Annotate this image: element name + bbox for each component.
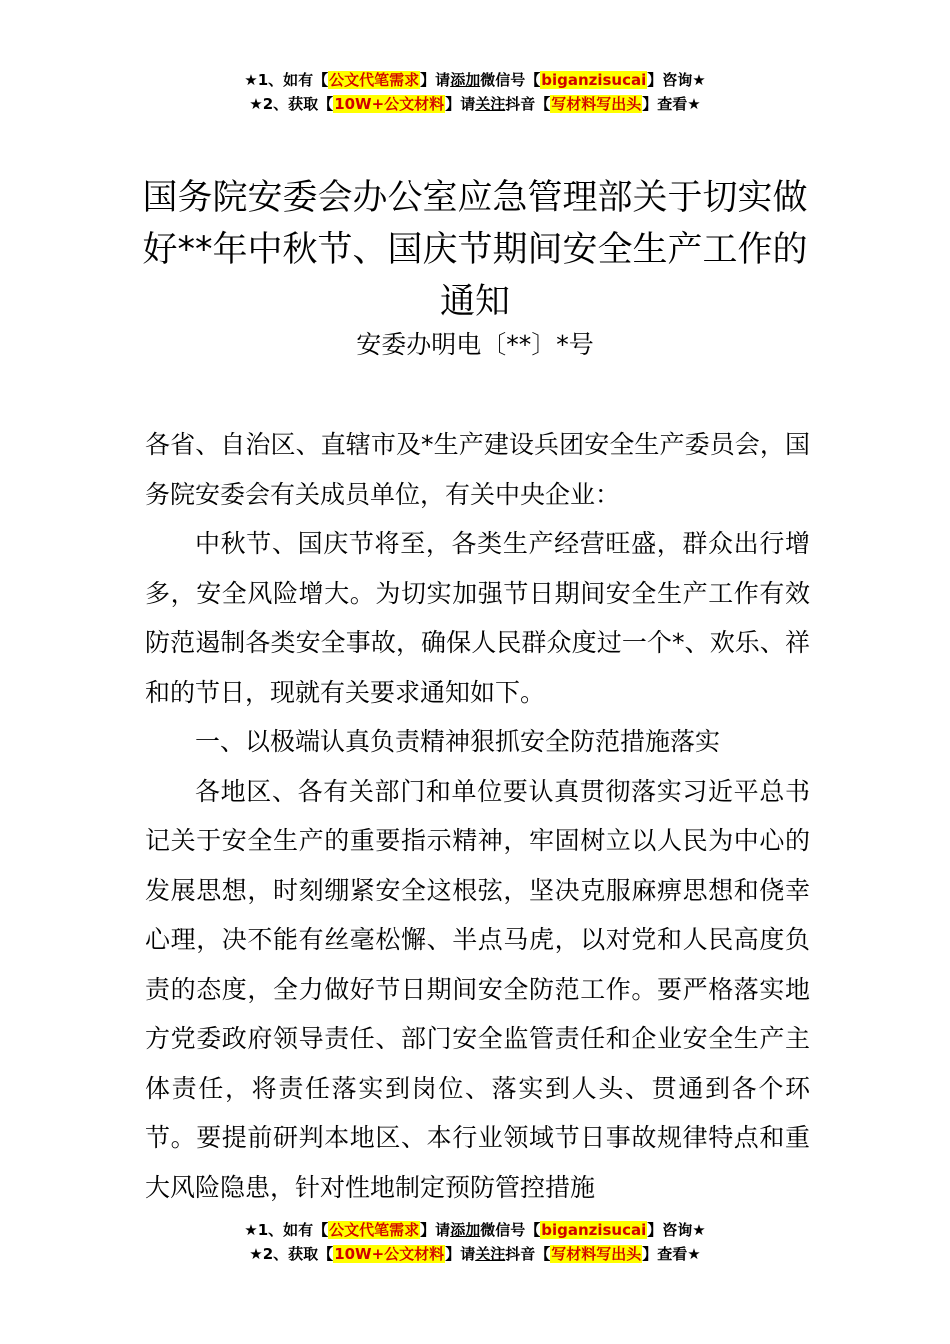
promo-highlight: 10W+公文材料 (334, 1245, 445, 1263)
promo-underline: 添加 (450, 1221, 481, 1239)
promo-text: 微信号【 (480, 1221, 541, 1239)
paragraph: 中秋节、国庆节将至，各类生产经营旺盛，群众出行增多，安全风险增大。为切实加强节日期间安全生产工作有效防范遏制各类安全事故，确保人民群众度过一个*、欢乐、祥和的节日，现就有关要求通知如下。 (145, 529, 810, 707)
promo-text: 】请 (445, 95, 476, 113)
promo-text: 抖音【 (505, 95, 551, 113)
promo-text: 】咨询★ (647, 1221, 706, 1239)
promo-text: 】查看★ (642, 1245, 701, 1263)
promo-text: 】请 (420, 71, 451, 89)
promo-text: ★2、获取【 (249, 95, 334, 113)
promo-text: 】查看★ (642, 95, 701, 113)
promo-highlight: 写材料写出头 (551, 95, 642, 113)
promo-line-2 (0, 92, 950, 116)
promo-banner-top (0, 68, 950, 116)
promo-text: 】请 (420, 1221, 451, 1239)
promo-underline: 关注 (475, 1245, 506, 1263)
paragraph: 各地区、各有关部门和单位要认真贯彻落实习近平总书记关于安全生产的重要指示精神，牢固树立以人民为中心的发展思想，时刻绷紧安全这根弦，坚决克服麻痹思想和侥幸心理，决不能有丝毫松懈、半点马虎，以对党和人民高度负责的态度，全力做好节日期间安全防范工作。要严格落实地方党委政府领导责任、部门安全监管责任和企业安全生产主体责任，将责任落实到岗位、落实到人头、贯通到各个环节。要提前研判本地区、本行业领域节日事故规律特点和重大风险隐患，针对性地制定预防管控措施 (145, 776, 810, 1202)
addressee: 各省、自治区、直辖市及*生产建设兵团安全生产委员会，国务院安委会有关成员单位，有关中央企业： (145, 430, 810, 509)
promo-underline: 添加 (450, 71, 481, 89)
promo-text: ★2、获取【 (249, 1245, 334, 1263)
document-title: 国务院安委会办公室应急管理部关于切实做好**年中秋节、国庆节期间安全生产工作的通知 (142, 178, 808, 322)
promo-highlight: biganzisucai (541, 71, 647, 89)
promo-text: 微信号【 (480, 71, 541, 89)
promo-line-2 (0, 1242, 950, 1266)
promo-highlight: 公文代笔需求 (329, 1221, 420, 1239)
document-number: 安委办明电〔**〕*号 (356, 330, 594, 359)
promo-highlight: 公文代笔需求 (329, 71, 420, 89)
promo-highlight: biganzisucai (541, 1221, 647, 1239)
promo-highlight: 写材料写出头 (551, 1245, 642, 1263)
promo-underline: 关注 (475, 95, 506, 113)
promo-banner-bottom (0, 1218, 950, 1266)
promo-text: 】请 (445, 1245, 476, 1263)
section-heading: 一、以极端认真负责精神狠抓安全防范措施落实 (195, 727, 721, 756)
promo-text: ★1、如有【 (244, 1221, 329, 1239)
document-body (145, 420, 810, 1212)
promo-text: ★1、如有【 (244, 71, 329, 89)
promo-line-1 (0, 68, 950, 92)
promo-line-1 (0, 1218, 950, 1242)
promo-text: 抖音【 (505, 1245, 551, 1263)
promo-highlight: 10W+公文材料 (334, 95, 445, 113)
promo-text: 】咨询★ (647, 71, 706, 89)
